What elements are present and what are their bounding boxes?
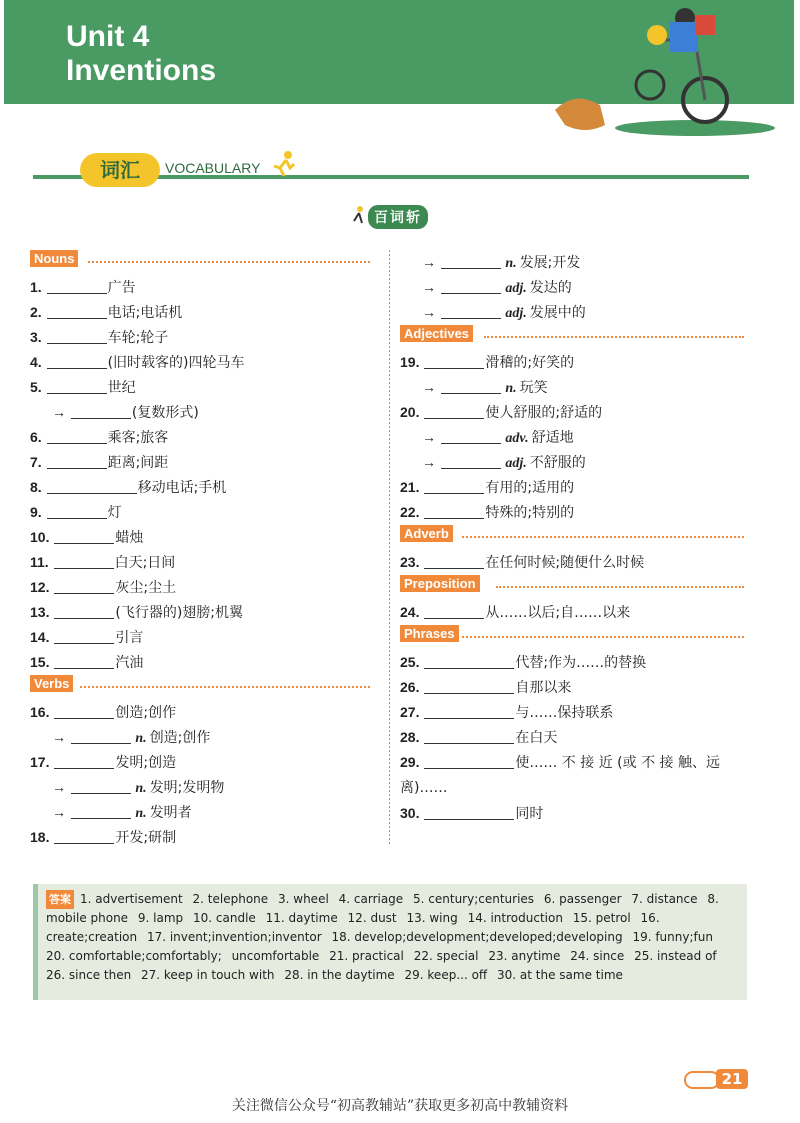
answer-blank[interactable] xyxy=(54,652,114,669)
page-number: 21 xyxy=(680,1067,750,1089)
answer-item: 9. lamp xyxy=(137,911,184,925)
vocab-item xyxy=(400,801,750,826)
item-number: 19. xyxy=(400,354,424,370)
answer-item: 5. century;centuries xyxy=(413,892,535,906)
chinese-meaning: 发展中的 xyxy=(529,305,586,321)
item-number: 1. xyxy=(30,279,46,295)
item-number: 2. xyxy=(30,304,46,320)
part-of-speech: n. xyxy=(501,256,517,271)
answer-item: 27. keep in touch with xyxy=(141,968,275,982)
answer-item: 3. wheel xyxy=(278,892,329,906)
item-number: 14. xyxy=(30,629,54,645)
item-number: 9. xyxy=(30,504,46,520)
vocab-item xyxy=(30,575,370,600)
page-oval-icon xyxy=(684,1071,720,1089)
answer-blank[interactable] xyxy=(47,302,107,319)
chinese-meaning: 蜡烛 xyxy=(115,530,144,546)
chinese-meaning: (复数形式) xyxy=(131,405,199,421)
vocab-item xyxy=(400,375,750,400)
answer-item: 14. introduction xyxy=(467,911,563,925)
chinese-meaning: 滑稽的;好笑的 xyxy=(485,355,575,371)
answer-item: 18. develop;development;developed;developing xyxy=(331,930,623,944)
unit-title: Inventions xyxy=(66,54,217,87)
chinese-meaning: 特殊的;特别的 xyxy=(485,505,575,521)
chinese-meaning: 灰尘;尘土 xyxy=(115,580,177,596)
chinese-meaning: 舒适地 xyxy=(531,430,574,446)
chinese-meaning: 创造;创作 xyxy=(115,705,177,721)
item-number: 4. xyxy=(30,354,46,370)
vocab-item xyxy=(30,400,370,425)
chinese-meaning: 乘客;旅客 xyxy=(107,430,169,446)
item-number: 24. xyxy=(400,604,424,620)
answer-item: 8. mobile phone xyxy=(46,892,719,925)
answer-blank[interactable] xyxy=(54,577,114,594)
answer-item: 28. in the daytime xyxy=(284,968,395,982)
answer-blank[interactable] xyxy=(47,427,107,444)
answer-blank[interactable] xyxy=(424,803,514,820)
chinese-meaning: (旧时载客的)四轮马车 xyxy=(107,355,245,371)
vocab-item xyxy=(400,600,750,625)
item-number: 29. xyxy=(400,754,424,770)
vocab-item xyxy=(30,500,370,525)
chinese-meaning: 白天;日间 xyxy=(114,555,176,571)
chinese-meaning: 发展;开发 xyxy=(519,255,581,271)
vocab-en-label: VOCABULARY xyxy=(165,160,261,176)
chinese-meaning: 广告 xyxy=(107,280,136,296)
vocab-item xyxy=(400,275,750,300)
section-phrases: Phrases xyxy=(400,625,750,650)
answer-item: 22. special xyxy=(413,949,479,963)
item-number: 27. xyxy=(400,704,424,720)
vocab-item xyxy=(30,600,370,625)
answer-blank[interactable] xyxy=(71,727,131,744)
answer-item: 26. since then xyxy=(46,968,132,982)
answer-blank[interactable] xyxy=(441,277,501,294)
answer-blank[interactable] xyxy=(424,752,514,769)
chinese-meaning: 移动电话;手机 xyxy=(137,480,227,496)
item-number: 11. xyxy=(30,554,53,570)
answer-item: 25. instead of xyxy=(634,949,717,963)
answer-item: 7. distance xyxy=(631,892,698,906)
left-column xyxy=(30,250,370,850)
item-number: 21. xyxy=(400,479,424,495)
answer-blank[interactable] xyxy=(71,802,131,819)
chinese-meaning: 玩笑 xyxy=(519,380,548,396)
vocab-item xyxy=(400,500,750,525)
chinese-meaning: 开发;研制 xyxy=(115,830,177,846)
chinese-meaning: 汽油 xyxy=(115,655,144,671)
vocab-item xyxy=(30,525,370,550)
answer-blank[interactable] xyxy=(441,377,501,394)
section-nouns: Nouns xyxy=(30,250,370,275)
answer-blank[interactable] xyxy=(54,752,114,769)
answer-item: 6. passenger xyxy=(543,892,622,906)
chinese-meaning: 代替;作为……的替换 xyxy=(515,655,647,671)
answer-blank[interactable] xyxy=(424,402,484,419)
right-column xyxy=(400,250,750,826)
answer-box xyxy=(33,884,747,1000)
subheading xyxy=(348,205,428,229)
vocab-item xyxy=(400,400,750,425)
running-man-icon xyxy=(270,150,296,180)
vocab-item xyxy=(400,300,750,325)
item-number: 16. xyxy=(30,704,54,720)
item-number: 26. xyxy=(400,679,424,695)
chinese-meaning: 使人舒服的;舒适的 xyxy=(485,405,603,421)
answer-item: 24. since xyxy=(570,949,625,963)
vocab-item xyxy=(400,750,750,801)
answer-item: uncomfortable xyxy=(231,949,320,963)
answer-item: 1. advertisement xyxy=(80,892,183,906)
chinese-meaning: 有用的;适用的 xyxy=(485,480,575,496)
answer-blank[interactable] xyxy=(54,827,114,844)
vocab-item xyxy=(400,650,750,675)
answer-item: 13. wing xyxy=(406,911,458,925)
item-number: 3. xyxy=(30,329,46,345)
vocab-item xyxy=(30,275,370,300)
chinese-meaning: 与……保持联系 xyxy=(515,705,614,721)
answer-item: 21. practical xyxy=(329,949,404,963)
vocab-item xyxy=(30,550,370,575)
unit-number: Unit 4 xyxy=(66,20,150,53)
item-number: 18. xyxy=(30,829,54,845)
answer-blank[interactable] xyxy=(424,702,514,719)
figure-icon xyxy=(348,205,368,227)
answer-item: 23. anytime xyxy=(488,949,561,963)
chinese-meaning: 自那以来 xyxy=(515,680,572,696)
item-number: 15. xyxy=(30,654,54,670)
part-of-speech: adv. xyxy=(501,431,529,446)
item-number: → xyxy=(52,779,70,795)
answer-label: 答案 xyxy=(46,890,74,909)
answer-item: 29. keep... off xyxy=(404,968,488,982)
part-of-speech: n. xyxy=(131,806,147,821)
answer-item: 2. telephone xyxy=(192,892,269,906)
answer-blank[interactable] xyxy=(71,777,131,794)
item-number: 10. xyxy=(30,529,54,545)
vocab-item xyxy=(30,350,370,375)
vocab-item xyxy=(400,425,750,450)
item-number: → xyxy=(422,254,440,270)
answer-blank[interactable] xyxy=(441,302,501,319)
vocab-item xyxy=(30,450,370,475)
answer-blank[interactable] xyxy=(47,377,107,394)
section-preposition: Preposition xyxy=(400,575,750,600)
chinese-meaning: 从……以后;自……以来 xyxy=(485,605,631,621)
section-verbs: Verbs xyxy=(30,675,370,700)
vocab-item xyxy=(400,675,750,700)
chinese-meaning: 距离;间距 xyxy=(107,455,169,471)
item-number: → xyxy=(422,304,440,320)
item-number: → xyxy=(422,454,440,470)
footer-note: 关注微信公众号“初高教辅站”获取更多初高中教辅资料 xyxy=(231,1098,569,1114)
chinese-meaning: 发明;发明物 xyxy=(149,780,225,796)
item-number: 13. xyxy=(30,604,54,620)
answer-item: 20. comfortable;comfortably; xyxy=(46,949,222,963)
chinese-meaning: 不舒服的 xyxy=(529,455,586,471)
answer-item: 30. at the same time xyxy=(497,968,623,982)
item-number: 28. xyxy=(400,729,424,745)
answer-blank[interactable] xyxy=(54,552,114,569)
part-of-speech: n. xyxy=(131,781,147,796)
chinese-meaning: 引言 xyxy=(115,630,144,646)
item-number: 23. xyxy=(400,554,424,570)
vocab-item xyxy=(30,700,370,725)
vocab-item xyxy=(30,375,370,400)
item-number: 20. xyxy=(400,404,424,420)
vocab-item xyxy=(30,650,370,675)
answer-blank[interactable] xyxy=(47,477,137,494)
answer-blank[interactable] xyxy=(424,602,484,619)
item-number: → xyxy=(422,279,440,295)
item-number: 5. xyxy=(30,379,46,395)
answer-blank[interactable] xyxy=(424,652,514,669)
answer-item: 16. create;creation xyxy=(46,911,660,944)
vocab-item xyxy=(30,775,370,800)
item-number: → xyxy=(52,404,70,420)
answer-blank[interactable] xyxy=(71,402,131,419)
subheading-label: 百词斩 xyxy=(368,205,428,229)
vocab-item xyxy=(30,800,370,825)
vocab-item xyxy=(30,725,370,750)
item-number: 12. xyxy=(30,579,54,595)
item-number: 25. xyxy=(400,654,424,670)
chinese-meaning: 发达的 xyxy=(529,280,572,296)
part-of-speech: n. xyxy=(501,381,517,396)
section-adverb: Adverb xyxy=(400,525,750,550)
vocab-item xyxy=(30,625,370,650)
vocab-item xyxy=(30,425,370,450)
item-number: 6. xyxy=(30,429,46,445)
item-number: 22. xyxy=(400,504,424,520)
chinese-meaning: 使…… 不 接 近 (或 不 接 触、远 离)…… xyxy=(400,755,720,796)
answer-blank[interactable] xyxy=(54,527,114,544)
answer-item: 17. invent;invention;inventor xyxy=(146,930,322,944)
vocab-item xyxy=(400,250,750,275)
answer-blank[interactable] xyxy=(424,552,484,569)
item-number: 30. xyxy=(400,805,424,821)
item-number: 7. xyxy=(30,454,46,470)
vocab-item xyxy=(30,300,370,325)
section-adjectives: Adjectives xyxy=(400,325,750,350)
vocab-item xyxy=(400,550,750,575)
item-number: → xyxy=(422,429,440,445)
chinese-meaning: 发明者 xyxy=(149,805,192,821)
answer-item: 15. petrol xyxy=(572,911,631,925)
answer-blank[interactable] xyxy=(47,327,107,344)
chinese-meaning: 发明;创造 xyxy=(115,755,177,771)
item-number: → xyxy=(52,804,70,820)
chinese-meaning: 灯 xyxy=(107,505,122,521)
chinese-meaning: 车轮;轮子 xyxy=(107,330,169,346)
answer-blank[interactable] xyxy=(441,452,501,469)
answer-blank[interactable] xyxy=(47,452,107,469)
chinese-meaning: 同时 xyxy=(515,806,544,822)
answer-item: 4. carriage xyxy=(338,892,404,906)
vocab-item xyxy=(400,700,750,725)
part-of-speech: adj. xyxy=(501,281,527,296)
item-number: → xyxy=(52,729,70,745)
part-of-speech: adj. xyxy=(501,306,527,321)
answer-blank[interactable] xyxy=(441,252,501,269)
vocab-item xyxy=(400,450,750,475)
vocab-item xyxy=(30,750,370,775)
part-of-speech: n. xyxy=(131,731,147,746)
part-of-speech: adj. xyxy=(501,456,527,471)
answer-blank[interactable] xyxy=(54,627,114,644)
answer-item: 10. candle xyxy=(193,911,256,925)
chinese-meaning: 在任何时候;随便什么时候 xyxy=(485,555,645,571)
vocab-zh-pill: 词汇 xyxy=(80,153,160,187)
chinese-meaning: 在白天 xyxy=(515,730,558,746)
answer-blank[interactable] xyxy=(424,727,514,744)
answer-blank[interactable] xyxy=(424,502,484,519)
answer-blank[interactable] xyxy=(441,427,501,444)
answer-blank[interactable] xyxy=(47,502,107,519)
answer-item: 12. dust xyxy=(347,911,397,925)
answer-blank[interactable] xyxy=(47,277,107,294)
cyclist-illustration xyxy=(545,0,775,140)
vocab-item xyxy=(30,825,370,850)
vocab-item xyxy=(30,475,370,500)
answer-blank[interactable] xyxy=(54,702,114,719)
answer-blank[interactable] xyxy=(54,602,114,619)
chinese-meaning: (飞行器的)翅膀;机翼 xyxy=(115,605,243,621)
item-number: → xyxy=(422,379,440,395)
vocab-item xyxy=(400,725,750,750)
column-divider xyxy=(389,250,390,845)
answer-blank[interactable] xyxy=(424,677,514,694)
chinese-meaning: 世纪 xyxy=(107,380,136,396)
item-number: 8. xyxy=(30,479,46,495)
item-number: 17. xyxy=(30,754,54,770)
vocab-item xyxy=(400,475,750,500)
answer-item: 11. daytime xyxy=(265,911,338,925)
answer-blank[interactable] xyxy=(424,477,484,494)
answer-blank[interactable] xyxy=(47,352,107,369)
answer-item: 19. funny;fun xyxy=(632,930,713,944)
answer-blank[interactable] xyxy=(424,352,484,369)
chinese-meaning: 创造;创作 xyxy=(149,730,211,746)
vocab-item xyxy=(30,325,370,350)
vocab-item xyxy=(400,350,750,375)
chinese-meaning: 电话;电话机 xyxy=(107,305,183,321)
